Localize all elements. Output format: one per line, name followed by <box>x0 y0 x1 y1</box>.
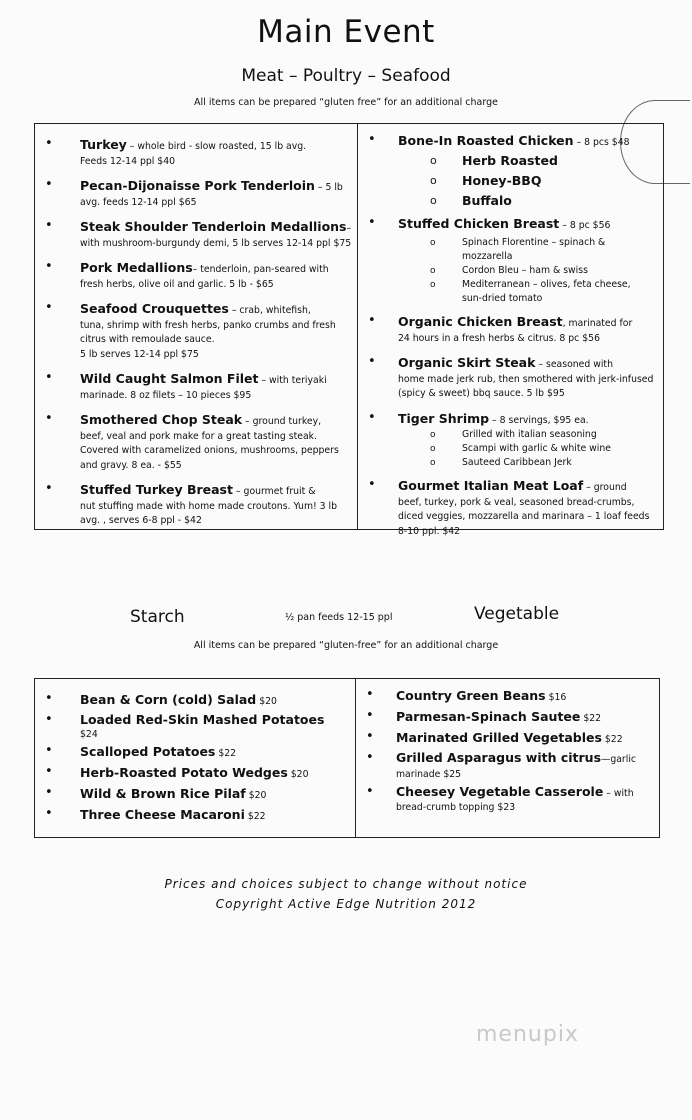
item-price: $24 <box>80 729 98 740</box>
option-item <box>358 151 663 171</box>
item-price: $22 <box>580 713 602 724</box>
circle-bullet: o <box>430 266 436 276</box>
circle-bullet: o <box>430 238 436 248</box>
bullet: • <box>366 687 374 702</box>
item-name: Stuffed Chicken Breast <box>398 215 560 231</box>
option-label: Mediterranean – olives, feta cheese, sun-dried tomato <box>462 279 631 304</box>
item-desc: – tenderloin, pan-seared with <box>192 264 329 275</box>
item-name: Wild Caught Salmon Filet <box>80 371 259 386</box>
bullet: • <box>45 300 53 315</box>
bullet: • <box>45 370 53 385</box>
list-item <box>356 685 659 706</box>
item-name: Organic Chicken Breast <box>398 314 563 329</box>
item-desc-2: marinade. 8 oz filets – 10 pieces $95 <box>80 389 252 401</box>
list-item <box>35 368 357 403</box>
item-desc: – whole bird - slow roasted, 15 lb avg. <box>126 141 307 152</box>
starch-column <box>35 689 355 825</box>
list-item <box>35 134 357 169</box>
list-item <box>356 727 659 748</box>
sides-box <box>34 678 660 838</box>
circle-bullet: o <box>430 280 436 290</box>
item-desc: – 8 servings, $95 ea. <box>489 414 589 426</box>
item-desc: – 5 lb <box>314 182 343 193</box>
item-desc-2: bread-crumb topping $23 <box>396 802 516 813</box>
item-name: Herb-Roasted Potato Wedges <box>80 765 288 780</box>
list-item <box>35 257 357 292</box>
vegetable-column <box>356 685 659 815</box>
bullet: • <box>45 136 53 151</box>
list-item <box>356 782 659 816</box>
item-name: Gourmet Italian Meat Loaf <box>398 478 584 493</box>
circle-bullet: o <box>430 444 436 454</box>
list-item <box>358 130 663 151</box>
vegetable-heading: Vegetable <box>474 604 560 624</box>
list-item <box>35 783 355 804</box>
item-name: Pecan-Dijonaisse Pork Tenderloin <box>80 178 315 193</box>
gluten-free-note-2: All items can be prepared “gluten-free” for an additional charge <box>193 640 499 651</box>
item-desc-2: tuna, shrimp with fresh herbs, panko crumbs and fresh citrus with remoulade sauce. <box>80 319 336 345</box>
option-item <box>358 278 663 306</box>
option-item <box>358 428 663 442</box>
item-price: $22 <box>244 811 266 822</box>
list-item <box>358 408 663 429</box>
item-desc: – crab, whitefish, <box>228 305 311 316</box>
starch-heading: Starch <box>130 607 185 627</box>
list-item <box>358 352 663 402</box>
item-name: Stuffed Turkey Breast <box>80 482 233 497</box>
footer-disclaimer: Prices and choices subject to change without notice <box>164 877 528 891</box>
list-item <box>35 409 357 473</box>
option-item <box>358 191 663 211</box>
item-desc: – with teriyaki <box>258 375 327 386</box>
menupix-watermark: menupix <box>476 1022 579 1047</box>
bullet: • <box>366 729 374 744</box>
main-event-box <box>34 123 664 537</box>
item-desc: – 8 pc $56 <box>559 219 611 231</box>
bullet: • <box>366 708 374 723</box>
bullet: • <box>366 750 374 765</box>
option-label: Sauteed Caribbean Jerk <box>462 457 572 468</box>
item-name: Wild & Brown Rice Pilaf <box>80 786 246 801</box>
bullet: • <box>368 313 376 328</box>
option-label: Grilled with italian seasoning <box>462 429 597 440</box>
item-desc: – seasoned with <box>535 359 613 370</box>
circle-bullet: o <box>430 193 437 207</box>
list-item <box>358 475 663 539</box>
item-name: Bone-In Roasted Chicken <box>398 133 574 148</box>
bullet: • <box>45 712 53 727</box>
item-name: Grilled Asparagus with citrus <box>396 750 602 765</box>
meat-left-column <box>35 134 357 529</box>
option-label: Scampi with garlic & white wine <box>462 443 611 454</box>
item-name: Scalloped Potatoes <box>80 744 216 759</box>
item-desc: , marinated for <box>562 318 633 329</box>
bullet: • <box>45 218 53 233</box>
item-desc-2: Feeds 12-14 ppl $40 <box>80 155 176 167</box>
list-item <box>35 298 357 362</box>
option-label: Buffalo <box>462 192 512 208</box>
item-name: Marinated Grilled Vegetables <box>396 730 602 745</box>
item-desc-2: fresh herbs, olive oil and garlic. 5 lb - $65 <box>80 278 274 290</box>
item-name: Steak Shoulder Tenderloin Medallions <box>80 219 347 234</box>
meat-right-column <box>358 130 663 539</box>
item-desc-2: beef, veal and pork make for a great tasting steak. Covered with caramelized onions, mushrooms, peppers and gravy. 8 ea. - $55 <box>80 430 339 471</box>
item-desc-2: with mushroom-burgundy demi, 5 lb serves 12-14 ppl $75 <box>80 237 352 249</box>
list-item <box>358 311 663 346</box>
item-name: Country Green Beans <box>396 688 546 703</box>
item-price: $20 <box>245 790 267 801</box>
item-price: $16 <box>545 692 567 703</box>
item-desc: – ground turkey, <box>242 416 322 427</box>
item-name: Smothered Chop Steak <box>80 412 243 427</box>
item-name: Turkey <box>80 137 127 152</box>
bullet: • <box>45 691 53 706</box>
circle-bullet: o <box>430 458 436 468</box>
bullet: • <box>45 743 53 758</box>
option-label: Cordon Bleu – ham & swiss <box>462 265 588 276</box>
item-desc: – <box>346 223 352 234</box>
bullet: • <box>368 132 376 147</box>
option-label: Spinach Florentine – spinach & mozzarella <box>462 237 606 262</box>
option-item <box>358 456 663 470</box>
option-label: Herb Roasted <box>462 152 558 168</box>
list-item <box>356 706 659 727</box>
bullet: • <box>368 214 376 230</box>
circle-bullet: o <box>430 173 437 187</box>
footer-copyright: Copyright Active Edge Nutrition 2012 <box>215 897 477 911</box>
item-desc-2: marinade $25 <box>396 768 462 780</box>
list-item <box>356 748 659 782</box>
option-label: Honey-BBQ <box>462 172 542 188</box>
item-name: Organic Skirt Steak <box>398 355 536 370</box>
bullet: • <box>45 806 53 821</box>
bullet: • <box>45 764 53 779</box>
list-item <box>35 689 355 710</box>
item-price: $20 <box>256 696 277 707</box>
item-desc-2: 24 hours in a fresh herbs & citrus. 8 pc $56 <box>398 332 600 344</box>
pan-note: ½ pan feeds 12-15 ppl <box>285 612 393 623</box>
item-price: $20 <box>287 769 309 780</box>
bullet: • <box>368 354 376 369</box>
item-name: Cheesey Vegetable Casserole <box>396 783 604 799</box>
item-name: Three Cheese Macaroni <box>80 807 245 822</box>
bullet: • <box>45 177 53 192</box>
option-item <box>358 236 663 264</box>
bullet: • <box>366 783 374 799</box>
section-subtitle: Meat – Poultry – Seafood <box>241 66 451 86</box>
item-price: $22 <box>215 748 237 759</box>
circle-bullet: o <box>430 430 436 440</box>
bullet: • <box>45 481 53 496</box>
item-price: $22 <box>601 734 623 745</box>
list-item <box>35 479 357 529</box>
item-name: Loaded Red-Skin Mashed Potatoes <box>80 712 325 727</box>
list-item <box>35 804 355 825</box>
bullet: • <box>368 477 376 492</box>
circle-bullet: o <box>430 153 437 167</box>
gluten-free-note: All items can be prepared “gluten free” for an additional charge <box>194 97 498 108</box>
list-item <box>358 213 663 234</box>
item-desc: – ground <box>583 482 627 493</box>
item-desc: – with <box>603 787 634 799</box>
item-desc-3: 5 lb serves 12-14 ppl $75 <box>80 348 199 360</box>
item-desc-2: nut stuffing made with home made croutons. Yum! 3 lb avg. , serves 6-8 ppl - $42 <box>80 500 338 526</box>
item-name: Pork Medallions <box>80 260 193 275</box>
item-desc: —garlic <box>601 754 637 765</box>
item-desc-2: beef, turkey, pork & veal, seasoned bread-crumbs, diced veggies, mozzarella and marinara – 1 loaf feeds 8-10 ppl. $42 <box>398 496 650 537</box>
item-desc-2: avg. feeds 12-14 ppl $65 <box>80 196 197 208</box>
item-name: Seafood Crouquettes <box>80 301 229 316</box>
bullet: • <box>45 259 53 274</box>
item-name: Parmesan-Spinach Sautee <box>396 709 581 724</box>
item-name: Bean & Corn (cold) Salad <box>80 692 257 707</box>
page-title: Main Event <box>257 14 435 50</box>
item-desc-2: home made jerk rub, then smothered with jerk-infused (spicy & sweet) bbq sauce. 5 lb $95 <box>398 373 654 399</box>
bullet: • <box>45 411 53 426</box>
item-name: Tiger Shrimp <box>398 410 490 426</box>
item-desc: – gourmet fruit & <box>232 486 316 497</box>
list-item <box>35 762 355 783</box>
list-item <box>35 175 357 210</box>
option-item <box>358 171 663 191</box>
option-item <box>358 442 663 456</box>
list-item <box>35 710 355 741</box>
bullet: • <box>368 409 376 425</box>
bullet: • <box>45 785 53 800</box>
list-item <box>35 741 355 762</box>
item-desc: – 8 pcs $48 <box>573 137 630 148</box>
list-item <box>35 216 357 251</box>
option-item <box>358 264 663 278</box>
